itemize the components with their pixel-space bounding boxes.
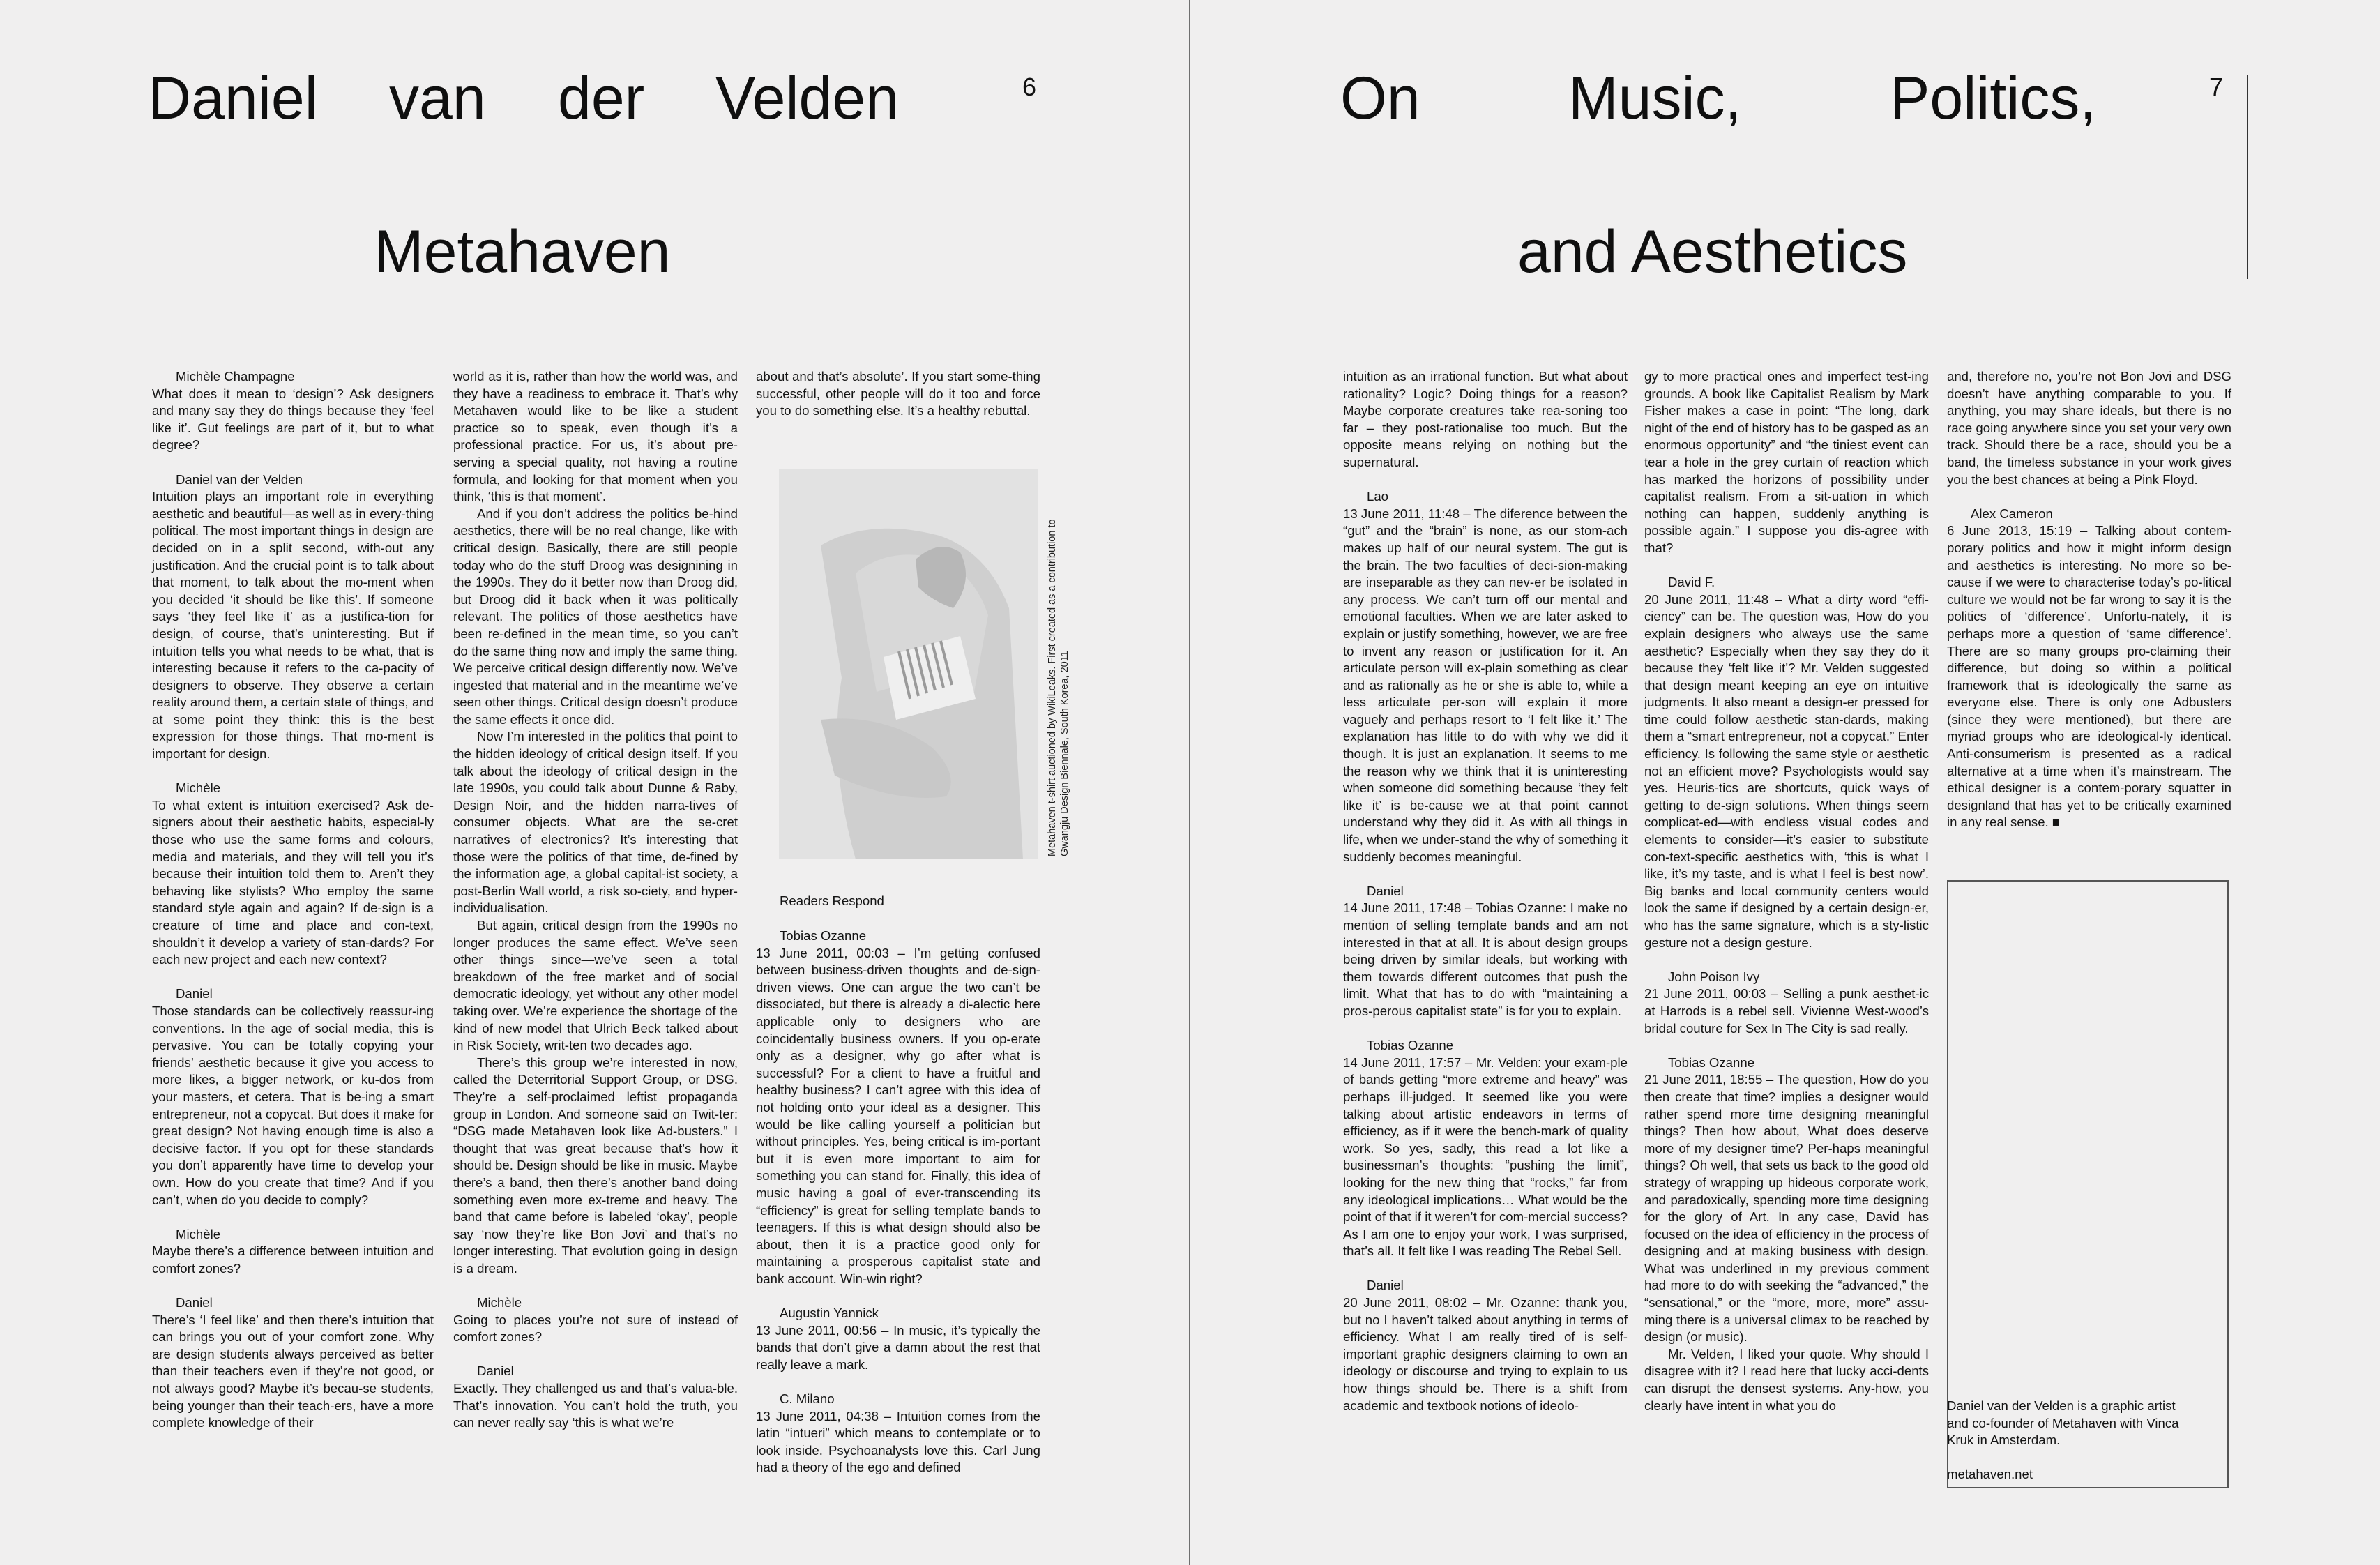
paragraph: 13 June 2011, 00:56 – In music, it’s typically the bands that don’t give a damn about the rest that really leave a mark. bbox=[756, 1322, 1040, 1372]
paragraph: 13 June 2011, 04:38 – Intuition comes from the latin “intueri” which means to contemplate or to look inside. Psychoanalysts love this. Carl Jung had a theory of the ego and defined bbox=[756, 1408, 1040, 1475]
right-title-word: Music, bbox=[1568, 65, 1742, 132]
paragraph-gap bbox=[1644, 1037, 1929, 1054]
right-title bbox=[1191, 0, 2380, 293]
paragraph: There’s this group we’re interested in now, called the Deterritorial Support Group, or DSG. They’re a self-proclaimed leftist propaganda group in London. And someone said on Twit-ter: “DSG made Metahaven look like Ad-busters.” I thought that was great because that’s how it should be. Design should be like in music. Maybe there’s a band, then there’s another band doing something even more ex-treme and heavy. The band that came before is labeled ‘okay’, people say ‘now they’re like Bon Jovi’ and that’s no longer interesting. That evolution going in design is a dream. bbox=[453, 1054, 738, 1276]
paragraph-gap bbox=[1343, 865, 1628, 883]
paragraph: To what extent is intuition exercised? Ask de-signers about their aesthetic habits, especial-ly those who use the same forms and colours, media and materials, and they will tell you it’s because their intuition told them to. Aren’t they behaving like stylists? Who employ the same standard style again and again? If de-sign is a creature of time and place and con-text, shouldn’t it develop a variety of stan-dards? For each new project and each new context? bbox=[152, 797, 434, 967]
bio-text: Daniel van der Velden is a graphic artist and co-founder of Metahaven with Vinca Kruk in Amsterdam. bbox=[1947, 1398, 2179, 1448]
paragraph-gap bbox=[152, 969, 434, 986]
speaker-name: Lao bbox=[1367, 489, 1389, 504]
page-number-right: 7 bbox=[2209, 73, 2224, 101]
paragraph: Going to places you’re not sure of instead of comfort zones? bbox=[453, 1312, 738, 1345]
page-number-left: 6 bbox=[1022, 73, 1037, 101]
left-column-3-comments bbox=[756, 928, 1040, 1476]
bio-link[interactable]: metahaven.net bbox=[1947, 1467, 2033, 1482]
speaker-name: Tobias Ozanne bbox=[780, 928, 867, 943]
right-column-1 bbox=[1343, 368, 1628, 1414]
left-column-1 bbox=[152, 368, 434, 1432]
bio-spacer bbox=[1947, 1449, 2233, 1467]
paragraph-gap bbox=[152, 454, 434, 471]
right-page bbox=[1191, 0, 2380, 1565]
speaker-name: David F. bbox=[1668, 575, 1715, 590]
paragraph-gap bbox=[453, 1277, 738, 1294]
paragraph: Maybe there’s a difference between intuition and comfort zones? bbox=[152, 1243, 434, 1276]
paragraph: 14 June 2011, 17:57 – Mr. Velden: your exam-ple of bands getting “more extreme and heavy” was perhaps ill-judged. It seemed like you were talking about artistic endeavors in terms of efficiency, as if it were the bench-mark of quality work. So yes, sadly, this read a lot like a businessman’s thoughts: “pushing the limit”, looking for the new thing that “rocks,” far from any ideological implications… What would be the point of that if it weren’t for com-mercial success? As I am one to enjoy your work, I was surprised, that’s all. It felt like I was reading The Rebel Sell. bbox=[1343, 1054, 1628, 1259]
speaker-name: Daniel bbox=[477, 1363, 514, 1379]
left-title-word: der bbox=[558, 65, 645, 132]
right-column-2 bbox=[1644, 368, 1929, 1414]
left-title-word: van bbox=[389, 65, 486, 132]
right-title-word: On bbox=[1340, 65, 1420, 132]
speaker-name: Daniel bbox=[1367, 1278, 1404, 1293]
readers-respond-heading-wrap bbox=[756, 893, 1040, 910]
right-title-word: Politics, bbox=[1890, 65, 2097, 132]
paragraph: 20 June 2011, 11:48 – What a dirty word “effi-ciency” can be. The question was, How do you explain designers who always use the same aesthetic? Especially when they say they do it because they ‘felt like it’? Mr. Velden suggested that design meant keeping an eye on intuitive judgments. It also meant a design-er pressed for time could follow aesthetic stan-dards, making them a “smart entrepreneur, not a copycat.” Enter efficiency. Is following the same style or aesthetic not an efficient move? Psychologists would say yes. Heuris-tics are shortcuts, quick ways of getting to de-sign solutions. When things seem complicat-ed—with endless visual codes and elements to consider—it’s easier to substitute con-text-specific aesthetics with, ‘this is what I like, it’s my taste, and is what I feel is best now’. Big banks and local community centers would look the same if designed by a certain design-er, who has the same signature, which is a sty-listic gesture not a design gesture. bbox=[1644, 591, 1929, 950]
paragraph-gap bbox=[1343, 471, 1628, 489]
speaker-name: John Poison Ivy bbox=[1668, 969, 1760, 984]
speaker-name: Daniel van der Velden bbox=[176, 471, 303, 487]
speaker-name: Daniel bbox=[1367, 883, 1404, 898]
paragraph: There’s ‘I feel like’ and then there’s intuition that can brings you out of your comfort zone. Why are design students always perceived as better than their teachers even if they’re not good, or not always good? Maybe it’s becau-se students, being younger than their teach-ers, have a more complete knowledge of their bbox=[152, 1312, 434, 1430]
paragraph-gap bbox=[1947, 488, 2231, 506]
paragraph: Now I’m interested in the politics that point to the hidden ideology of critical design itself. If you talk about the ideology of critical design in the late 1990s, you could talk about Dunne & Raby, Design Noir, and the hidden narra-tives of consumer objects. What are the se-cret narratives of electronics? It’s interesting that those were the politics of that time, de-fined by the information age, a global capital-ist society, a post-Berlin Wall world, a risk so-ciety, and hyper-individualisation. bbox=[453, 729, 738, 916]
paragraph-gap bbox=[756, 1373, 1040, 1391]
paragraph: 20 June 2011, 08:02 – Mr. Ozanne: thank you, but no I haven’t talked about anything in terms of efficiency. What I am really tired of is self-important graphic designers claiming to own an ideology or discourse and trying to explain to us how things should be. There is a shift from academic and textbook notions of ideolo- bbox=[1343, 1295, 1628, 1413]
right-column-3 bbox=[1947, 368, 2231, 831]
speaker-name: Augustin Yannick bbox=[780, 1306, 879, 1321]
paragraph-gap bbox=[1343, 1260, 1628, 1278]
photo-caption: Metahaven t-shirt auctioned by WikiLeaks. First created as a contribution to Gwangju Design Biennale, South Korea, 2011 bbox=[1047, 519, 1070, 856]
tshirt-photo bbox=[779, 469, 1038, 859]
paragraph: intuition as an irrational function. But what about rationality? Logic? Doing things for a reason? Maybe corporate creatures take rea-soning too far – they post-rationalise too much. But the opposite means relying on nothing but the supernatural. bbox=[1343, 369, 1628, 469]
paragraph: 13 June 2011, 11:48 – The diference between the “gut” and the “brain” is none, as our stom-ach makes up half of our neural system. The gut is the brain. The two faculties of deci-sion-making are inseparable as they can nev-er be isolated in any process. We can’t turn off our mental and emotional faculties. When we are later asked to explain or justify something, however, we are free to invent any reason or justification for it. An articulate person will ex-plain something as clear and as rationally as he or she is able to, while a less articulate per-son will explain it more vaguely and perhaps resort to ‘I felt like it.’ The explanation has little to do with why we did it though. It is just an explanation. It seems to me the reason why we think that it is uninteresting when someone did something because ‘they felt like it’ is be-cause we at that point cannot understand why they did it. As with all things in life, when we under-stand the why of something it suddenly becomes meaningful. bbox=[1343, 506, 1628, 864]
speaker-name: Daniel bbox=[176, 1295, 213, 1310]
speaker-name: Tobias Ozanne bbox=[1367, 1038, 1454, 1053]
left-title-line2: Metahaven bbox=[374, 218, 671, 285]
paragraph: 13 June 2011, 00:03 – I’m getting confused between business-driven thoughts and de-sign-driven views. One can argue the two can’t be dissociated, but there is already a di-alectic here applicable only to designers who are coincidentally business owners. If you op-erate only as a designer, why go after what is successful? For a client to have a fruitful and healthy business? I can’t agree with this idea of not holding onto your ideal as a designer. This would be like calling yourself a politician but without principles. Yes, being critical is im-portant but it is even more important to aim for something you can stand for. Finally, this idea of music having a goal of ever-transcending its “efficiency” is great for selling template bands to teenagers. If this is what design should also be about, then it is a practice good only for maintaining a prosperous capitalist state and bank account. Win-win right? bbox=[756, 945, 1040, 1286]
paragraph-gap bbox=[1644, 951, 1929, 969]
paragraph-gap bbox=[152, 763, 434, 780]
paragraph-gap bbox=[1644, 557, 1929, 575]
paragraph: What does it mean to ‘design’? Ask designers and many say they do things because they ‘feel like it’. Gut feelings are part of it, but to what degree? bbox=[152, 386, 434, 453]
paragraph: 14 June 2011, 17:48 – Tobias Ozanne: I make no mention of selling template bands and am not interested in that at all. It is about design groups being driven by similar ideals, but working with them towards different outcomes that push the limit. What that has to do with “maintaining a pros-perous capitalist state” is for you to explain. bbox=[1343, 900, 1628, 1018]
speaker-name: Michèle bbox=[176, 780, 221, 796]
paragraph-gap bbox=[152, 1277, 434, 1294]
paragraph: And if you don’t address the politics be-hind aesthetics, there will be no real change, like with critical design. Basically, there are still people today who do the stuff Droog was designining in the 1990s. They do it better now than Droog did, but Droog did it back when it was politically relevant. The politics of those aesthetics have been re-defined in the mean time, so you can’t do the same thing now and imply the same thing. We perceive critical design differently now. We’ve ingested that material and in the meantime we’ve seen other things. Critical design doesn’t produce the same effects it once did. bbox=[453, 506, 738, 727]
paragraph: Intuition plays an important role in everything aesthetic and beautiful—as well as in every-thing political. The most important things in design are decided on in a split second, with-out any justification. And the crucial point is to talk about that moment, to talk about the mo-ment when you decided ‘it should be like this’. If someone says ‘they feel like it’ as a justifica-tion for design, of course, that’s uninteresting. But if intuition tells you what needs to be what, that is interesting because it refers to the ca-pacity of designers to observe. They observe a certain reality around them, a certain state of things, and at some point they think: this is the best expression for those things. That mo-ment is important for design. bbox=[152, 489, 434, 762]
paragraph: Mr. Velden, I liked your quote. Why should I disagree with it? I read here that lucky acci-dents can disrupt the densest systems. Any-how, you clearly have intent in what you do bbox=[1644, 1346, 1929, 1413]
paragraph: 21 June 2011, 18:55 – The question, How do you then create that time? implies a designer would rather spend more time designing meaningful things? Then how about, What does deserve more of my designer time? Per-haps meaningful things? Oh well, that sets us back to the good old strategy of wrapping up hideous corporate work, and paradoxically, spending more time designing for the glory of Art. In any case, David has focused on the idea of efficiency in the process of designing and at making business with design. What was underlined in my previous comment had more to do with seeking the “advanced,” the “sensational,” or the “more, more, more” assu-ming there is a universal climax to be reached by design (or music). bbox=[1644, 1072, 1929, 1345]
speaker-name: Alex Cameron bbox=[1971, 506, 2053, 521]
right-title-line2: and Aesthetics bbox=[1517, 218, 1908, 285]
paragraph: Exactly. They challenged us and that’s valua-ble. That’s innovation. You can’t hold the truth, you can never really say ‘this is what we’re bbox=[453, 1381, 738, 1430]
left-title-word: Daniel bbox=[148, 65, 318, 132]
paragraph-gap bbox=[453, 1346, 738, 1363]
paragraph-gap bbox=[152, 1209, 434, 1226]
left-column-3-top bbox=[756, 368, 1040, 420]
left-title-word: Velden bbox=[715, 65, 900, 132]
paragraph: and, therefore no, you’re not Bon Jovi and DSG doesn’t have anything comparable to you. If anything, you may share ideals, but there is no race going anywhere since you set your very own track. Should there be a race, should you be a band, the timeless substance in your work gives you the best chances at being a Pink Floyd. bbox=[1947, 369, 2231, 487]
interview-closing-text: about and that’s absolute’. If you start some-thing successful, other people will do it too and force you to do something else. It’s a healthy rebuttal. bbox=[756, 369, 1040, 418]
paragraph: gy to more practical ones and imperfect test-ing grounds. A book like Capitalist Realism by Mark Fisher makes a case in point: “The long, dark night of the end of history has to be gasped as an enormous opportunity” and “the tiniest event can tear a hole in the grey curtain of reaction which has marked the horizons of possibility under capitalist realism. From a sit-uation in which nothing can happen, suddenly anything is possible again.” I suppose you dis-agree with that? bbox=[1644, 369, 1929, 555]
speaker-name: Daniel bbox=[176, 986, 213, 1001]
page-gutter bbox=[1189, 0, 1190, 1565]
speaker-name: Tobias Ozanne bbox=[1668, 1054, 1755, 1070]
paragraph: Those standards can be collectively reassur-ing conventions. In the age of social media, this is pervasive. You can be totally copying your friends’ aesthetic because it give you access to more likes, a bigger network, or ku-dos from your masters, et cetera. That is be-ing a smart entrepreneur, not a copycat. But does it make for great design? Not having enough time is also a decisive factor. If you opt for these standards you don’t apparently have time to develop your own. How do you create that time? And if you can’t, when do you decide to comply? bbox=[152, 1003, 434, 1207]
paragraph-gap bbox=[1343, 1020, 1628, 1038]
bio bbox=[1947, 1398, 2233, 1483]
vertical-rule bbox=[2247, 75, 2248, 279]
paragraph: world as it is, rather than how the world was, and they have a readiness to embrace it. That’s why Metahaven would like to be like a student practice so to speak, even though it’s a professional practice. For us, it’s about pre-serving a special quality, not having a routine formula, and looking for that moment when you think, ‘this is that moment’. bbox=[453, 369, 738, 504]
speaker-name: Michèle Champagne bbox=[176, 369, 295, 384]
speaker-name: Michèle bbox=[176, 1226, 221, 1241]
paragraph: 21 June 2011, 00:03 – Selling a punk aesthet-ic at Harrods is a rebel sell. Vivienne West-wood’s bridal couture for Sex In The City is sad really. bbox=[1644, 986, 1929, 1036]
speaker-name: C. Milano bbox=[780, 1391, 835, 1407]
speaker-name: Michèle bbox=[477, 1295, 522, 1310]
paragraph: 6 June 2013, 15:19 – Talking about contem-porary politics and how it might inform design and aesthetics is interesting. No more so be-cause if we were to characterise today’s po-litical culture we would not be far wrong to say it is the politics of ‘difference’. Unfortu-nately, it is perhaps more a question of ‘same difference’. There are so many groups pro-claiming their difference, but doing so within a political framework that is ideologically the same as everyone else. There is only one Adbusters (since they were mentioned), but there are myriad groups who are ideological-ly identical. Anti-consumerism is presented as a radical alternative at a time when it’s mainstream. The ethical designer is a contem-porary squatter in designland that has yet to be critically examined in any real sense. ■ bbox=[1947, 523, 2231, 830]
left-column-2 bbox=[453, 368, 738, 1432]
left-title bbox=[0, 0, 1190, 293]
readers-respond-heading: Readers Respond bbox=[780, 893, 884, 908]
paragraph: But again, critical design from the 1990s no longer produces the same effect. We’ve seen other things since—we’ve seen a total breakdown of the free market and of social democratic ideology, yet without any other model taking over. We’re experience the shortage of the kind of new model that Ulrich Beck talked about in Risk Society, writ-ten two decades ago. bbox=[453, 918, 738, 1053]
paragraph-gap bbox=[756, 1287, 1040, 1305]
